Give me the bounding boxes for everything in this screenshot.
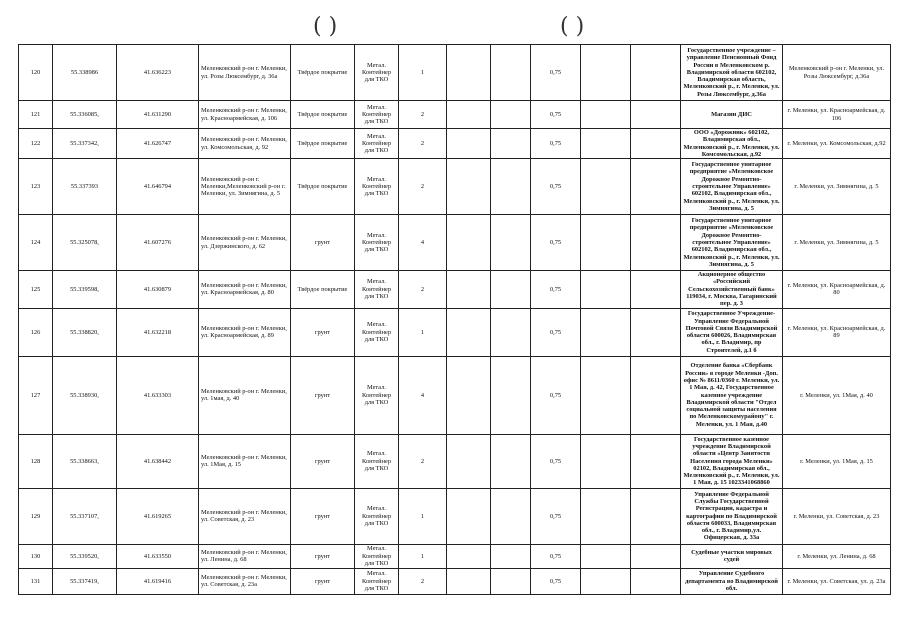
address-cell: Меленковский р-он г. Меленки, ул. Комсомольская, д. 92 [199,129,291,159]
empty-cell [581,129,631,159]
empty-cell [447,129,491,159]
address-cell: Меленковский р-он г. Меленки, ул. Красноармейская, д. 89 [199,308,291,356]
empty-cell [491,568,531,594]
row-number: 128 [19,434,53,488]
table-row [19,544,891,568]
empty-cell [447,488,491,544]
container-type-cell: Метал. Контейнер для ТКО [355,45,399,101]
empty-cell [631,45,681,101]
empty-cell [581,544,631,568]
waste-source-cell: г. Меленки, ул. Красноармейская, д. 89 [783,308,891,356]
latitude-cell: 55.338663, [53,434,117,488]
container-count-cell: 2 [399,434,447,488]
container-type-cell: Метал. Контейнер для ТКО [355,544,399,568]
row-number: 129 [19,488,53,544]
row-number: 127 [19,356,53,434]
waste-source-cell: г. Меленки, ул. Советская, д. 23 [783,488,891,544]
address-cell: Меленковский р-он г. Меленки, ул. 1мая, д. 40 [199,356,291,434]
owner-cell: Государственное унитарное предприятие «Меленковское Дорожное Ремонтно-строительное Управление» 602102, Владимирская обл., Меленковский р., г. Меленки, ул. Зимнягина, д. 5 [681,159,783,215]
container-count-cell: 1 [399,544,447,568]
page-mark-left: ( ) [313,14,338,39]
empty-cell [581,308,631,356]
table-row [19,434,891,488]
longitude-cell: 41.632218 [117,308,199,356]
container-volume-cell: 0,75 [531,488,581,544]
address-cell: Меленковский р-он г. Меленки, ул. Советская, д. 23 [199,488,291,544]
table-row [19,101,891,129]
container-volume-cell: 0,75 [531,544,581,568]
surface-cell: грунт [291,544,355,568]
empty-cell [631,215,681,271]
empty-cell [447,434,491,488]
waste-source-cell: г. Меленки, ул. Советская, ул. д. 23а [783,568,891,594]
empty-cell [447,45,491,101]
latitude-cell: 55.337107, [53,488,117,544]
latitude-cell: 55.338820, [53,308,117,356]
address-cell: Меленковский р-он г. Меленки, ул. 1Мая, д. 15 [199,434,291,488]
empty-cell [491,129,531,159]
container-volume-cell: 0,75 [531,45,581,101]
address-cell: Меленковский р-он г. Меленки,Меленковский р-он г. Меленки, ул. Зимнягина, д. 5 [199,159,291,215]
empty-cell [581,159,631,215]
surface-cell: грунт [291,488,355,544]
owner-cell: Государственное учреждение – управление Пенсионный Фонд России в Меленковском р. Владимирской области 602102, Владимирская область, Меленковский р., г. Меленки, ул. Розы Люксембург, д.36а [681,45,783,101]
owner-cell: Магазин ДИС [681,101,783,129]
latitude-cell: 55.325078, [53,215,117,271]
empty-cell [491,544,531,568]
container-volume-cell: 0,75 [531,434,581,488]
container-volume-cell: 0,75 [531,101,581,129]
latitude-cell: 55.339520, [53,544,117,568]
empty-cell [491,308,531,356]
empty-cell [447,215,491,271]
empty-cell [447,568,491,594]
empty-cell [631,271,681,308]
container-volume-cell: 0,75 [531,356,581,434]
table-row [19,215,891,271]
row-number: 126 [19,308,53,356]
waste-source-cell: г. Меленки, ул. Зимнягина, д. 5 [783,215,891,271]
empty-cell [631,544,681,568]
container-count-cell: 2 [399,568,447,594]
surface-cell: Твёрдое покрытие [291,159,355,215]
empty-cell [491,488,531,544]
empty-cell [491,101,531,129]
latitude-cell: 55.339598, [53,271,117,308]
container-count-cell: 2 [399,129,447,159]
container-type-cell: Метал. Контейнер для ТКО [355,129,399,159]
waste-source-cell: г. Меленки, ул. Зимнягина, д. 5 [783,159,891,215]
table-row [19,488,891,544]
owner-cell: Акционерное общество «Российский Сельскохозяйственный банк» 119034, г. Москва, Гагаринский пер. д. 3 [681,271,783,308]
container-count-cell: 4 [399,356,447,434]
container-volume-cell: 0,75 [531,308,581,356]
longitude-cell: 41.633303 [117,356,199,434]
waste-source-cell: г. Меленки, ул. Комсомольская, д.92 [783,129,891,159]
empty-cell [581,568,631,594]
container-volume-cell: 0,75 [531,129,581,159]
container-type-cell: Метал. Контейнер для ТКО [355,159,399,215]
row-number: 121 [19,101,53,129]
empty-cell [447,271,491,308]
empty-cell [447,101,491,129]
empty-cell [491,271,531,308]
latitude-cell: 55.337419, [53,568,117,594]
container-count-cell: 4 [399,215,447,271]
empty-cell [491,45,531,101]
container-type-cell: Метал. Контейнер для ТКО [355,271,399,308]
container-type-cell: Метал. Контейнер для ТКО [355,215,399,271]
latitude-cell: 55.337342, [53,129,117,159]
surface-cell: Твёрдое покрытие [291,271,355,308]
owner-cell: Управление Федеральной Службы Государственной Регистрации, кадастра и картографии по Владимирской области 600033, Владимирская обл., г. Владимир,ул. Офицерская, д. 33а [681,488,783,544]
latitude-cell: 55.338986 [53,45,117,101]
container-count-cell: 2 [399,159,447,215]
owner-cell: Управление Судебного департамента во Владимирской обл. [681,568,783,594]
address-cell: Меленковский р-он г. Меленки, ул. Красноармейская, д. 106 [199,101,291,129]
latitude-cell: 55.336085, [53,101,117,129]
address-cell: Меленковский р-он г. Меленки, ул. Красноармейская, д. 80 [199,271,291,308]
container-count-cell: 1 [399,308,447,356]
empty-cell [581,215,631,271]
owner-cell: Государственное унитарное предприятие «Меленковское Дорожное Ремонтно-строительное Управление» 602102, Владимирская обл., Меленковский р., г. Меленки, ул. Зимнягина, д. 5 [681,215,783,271]
container-type-cell: Метал. Контейнер для ТКО [355,488,399,544]
empty-cell [447,308,491,356]
row-number: 123 [19,159,53,215]
empty-cell [631,568,681,594]
row-number: 120 [19,45,53,101]
table-row [19,308,891,356]
waste-source-cell: г. Меленки, ул. Красноармейская, д. 80 [783,271,891,308]
surface-cell: грунт [291,434,355,488]
longitude-cell: 41.633550 [117,544,199,568]
empty-cell [631,129,681,159]
owner-cell: Государственное Учреждение- Управление Федеральной Почтовой Связи Владимирской области 600026, Владимирская обл., г. Владимир, пр Строителей, д.1 б [681,308,783,356]
empty-cell [631,434,681,488]
empty-cell [581,45,631,101]
waste-source-cell: г. Меленки, ул. Ленина, д. 68 [783,544,891,568]
surface-cell: Твёрдое покрытие [291,129,355,159]
longitude-cell: 41.607276 [117,215,199,271]
address-cell: Меленковский р-он г. Меленки, ул. Ленина, д. 68 [199,544,291,568]
empty-cell [631,159,681,215]
container-count-cell: 1 [399,45,447,101]
empty-cell [491,434,531,488]
surface-cell: грунт [291,356,355,434]
table-row [19,159,891,215]
empty-cell [631,308,681,356]
longitude-cell: 41.646794 [117,159,199,215]
empty-cell [631,356,681,434]
empty-cell [491,159,531,215]
empty-cell [581,488,631,544]
empty-cell [581,356,631,434]
table-row [19,129,891,159]
empty-cell [447,159,491,215]
address-cell: Меленковский р-он г. Меленки, ул. Розы Люксембург, д. 36а [199,45,291,101]
surface-cell: грунт [291,308,355,356]
container-count-cell: 2 [399,271,447,308]
container-type-cell: Метал. Контейнер для ТКО [355,434,399,488]
table-row [19,45,891,101]
longitude-cell: 41.631290 [117,101,199,129]
row-number: 130 [19,544,53,568]
empty-cell [581,271,631,308]
empty-cell [581,434,631,488]
row-number: 125 [19,271,53,308]
waste-source-cell: г. Меленки, ул. 1Мая, д. 15 [783,434,891,488]
longitude-cell: 41.636223 [117,45,199,101]
container-type-cell: Метал. Контейнер для ТКО [355,308,399,356]
surface-cell: грунт [291,568,355,594]
latitude-cell: 55.337393 [53,159,117,215]
container-volume-cell: 0,75 [531,271,581,308]
surface-cell: грунт [291,215,355,271]
container-type-cell: Метал. Контейнер для ТКО [355,568,399,594]
owner-cell: Государственное казенное учреждение Владимирской области «Центр Занятости Населения города Меленки» 02102, Владимирская обл., Меленковский р., г. Меленки, ул. 1 Мая, д. 15 1023341068860 [681,434,783,488]
waste-source-cell: г. Меленки, ул. Красноармейская, д. 106 [783,101,891,129]
container-volume-cell: 0,75 [531,159,581,215]
empty-cell [491,215,531,271]
owner-cell: ООО «Дорожник» 602102, Владимирская обл., Меленковский р., г. Меленки, ул. Комсомольская, д.92 [681,129,783,159]
container-type-cell: Метал. Контейнер для ТКО [355,101,399,129]
row-number: 131 [19,568,53,594]
address-cell: Меленковский р-он г. Меленки, ул. Советская, д. 23а [199,568,291,594]
container-volume-cell: 0,75 [531,215,581,271]
surface-cell: Твёрдое покрытие [291,101,355,129]
row-number: 124 [19,215,53,271]
waste-site-register-table [18,44,891,595]
empty-cell [447,544,491,568]
longitude-cell: 41.619416 [117,568,199,594]
latitude-cell: 55.338930, [53,356,117,434]
container-type-cell: Метал. Контейнер для ТКО [355,356,399,434]
owner-cell: Отделение банка «Сбербанк России» в городе Меленки -Доп. офис № 8611/0360 г. Меленки, ул. 1 Мая, д. 42, Государственное казенное учреждение Владимирской области "Отдел социальной защиты населения по Меленковскомурайону" г. Меленки, ул. 1 Мая, д.40 [681,356,783,434]
empty-cell [631,488,681,544]
waste-source-cell: Меленковский р-он г. Меленки, ул. Розы Люксембург, д.36а [783,45,891,101]
longitude-cell: 41.626747 [117,129,199,159]
owner-cell: Судебные участки мировых судей [681,544,783,568]
address-cell: Меленковский р-он г. Меленки, ул. Дзержинского, д. 62 [199,215,291,271]
surface-cell: Твёрдое покрытие [291,45,355,101]
row-number: 122 [19,129,53,159]
waste-source-cell: г. Меленки, ул. 1Мая, д. 40 [783,356,891,434]
longitude-cell: 41.638442 [117,434,199,488]
page-mark-right: ( ) [560,14,585,39]
empty-cell [491,356,531,434]
empty-cell [631,101,681,129]
longitude-cell: 41.630879 [117,271,199,308]
table-row [19,568,891,594]
table-row [19,271,891,308]
empty-cell [581,101,631,129]
table-row [19,356,891,434]
container-count-cell: 1 [399,488,447,544]
empty-cell [447,356,491,434]
longitude-cell: 41.619265 [117,488,199,544]
container-count-cell: 2 [399,101,447,129]
container-volume-cell: 0,75 [531,568,581,594]
